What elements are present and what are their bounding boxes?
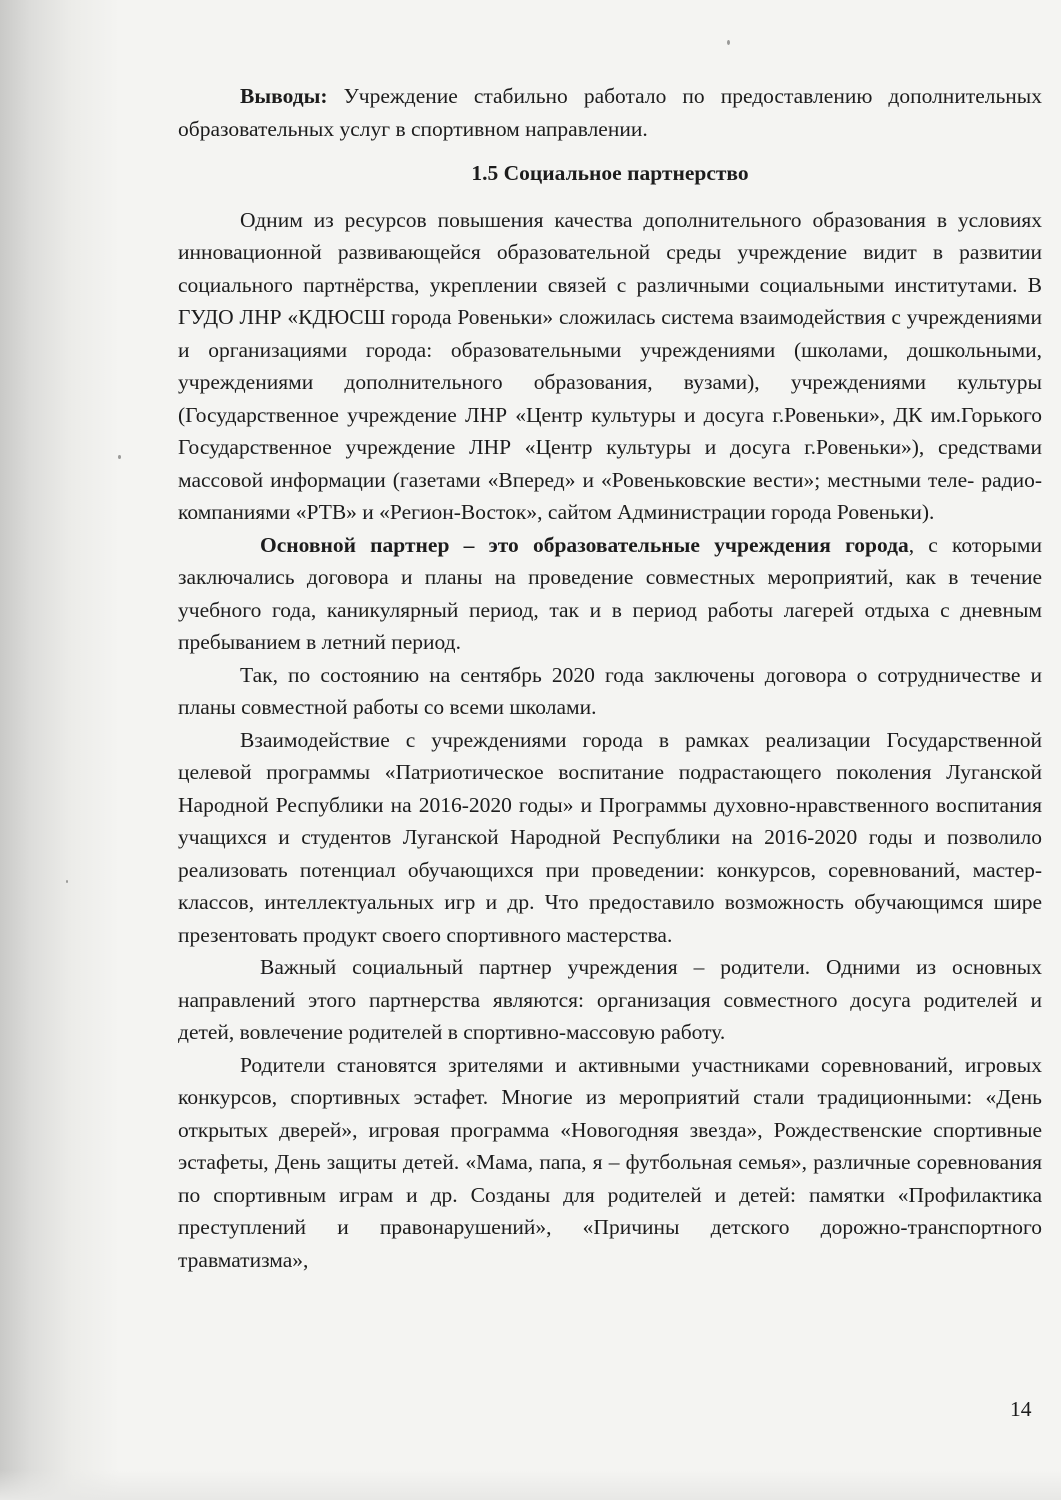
scan-bottom-edge — [0, 1470, 1061, 1500]
paragraph-contracts: Так, по состоянию на сентябрь 2020 года заключены договора о сотрудничестве и планы совместной работы со всеми школами. — [178, 662, 1042, 719]
conclusion-text: Учреждение стабильно работало по предоставлению дополнительных образовательных услуг в спортивном направлении. — [178, 84, 1042, 141]
conclusion-paragraph — [178, 80, 1042, 145]
paragraph-parents-partner: Важный социальный партнер учреждения – родители. Одними из основных направлений этого партнерства являются: организация совместного досуга родителей и детей, вовлечение родителей в спортивно-массовую работу. — [178, 955, 1042, 1044]
main-partner-bold-text: Основной партнер – это образовательные учреждения города — [260, 532, 909, 557]
paragraph-parents-activities: Родители становятся зрителями и активными участниками соревнований, игровых конкурсов, спортивных эстафет. Многие из мероприятий стали традиционными: «День открытых дверей», игровая программа «Новогодняя звезда», Рождественские спортивные эстафеты, День защиты детей. «Мама, папа, я – футбольная семья», различные соревнования по спортивным играм и др. Созданы для родителей и детей: памятки «Профилактика преступлений и правонарушений», «Причины детского дорожно-транспортного травматизма», — [178, 1052, 1042, 1272]
section-heading: 1.5 Социальное партнерство — [471, 161, 749, 185]
page-number: 14 — [1010, 1397, 1032, 1421]
scan-speck — [66, 880, 68, 883]
paragraph-social-partnership: Одним из ресурсов повышения качества дополнительного образования в условиях инновационной развивающейся образовательной среды учреждение видит в развитии социального партнёрства, укреплении связей с различными социальными институтами. В ГУДО ЛНР «КДЮСШ города Ровеньки» сложилась система взаимодействия с учреждениями и организациями города: образовательными учреждениями (школами, дошкольными, учреждениями дополнительного образования, вузами), учреждениями культуры (Государственное учреждение ЛНР «Центр культуры и досуга г.Ровеньки», ДК им.Горького Государственное учреждение ЛНР «Центр культуры и досуга г.Ровеньки»), средствами массовой информации (газетами «Вперед» и «Ровеньковские вести»; местными теле- радио- компаниями «РТВ» и «Регион-Восток», сайтом Администрации города Ровеньки). — [178, 207, 1042, 524]
scan-edge-shadow — [0, 0, 120, 1500]
scan-speck — [727, 40, 730, 45]
main-partner-text: , с которыми заключались договора и планы на проведение совместных мероприятий, как в течение учебного года, каникулярный период, так и в период работы лагерей отдыха с дневным пребыванием в летний период. — [178, 532, 1042, 654]
paragraph-main-partner — [178, 529, 1042, 659]
scan-speck — [118, 455, 121, 459]
conclusion-label: Выводы: — [240, 84, 328, 108]
document-page — [178, 80, 1042, 1276]
paragraph-interaction: Взаимодействие с учреждениями города в рамках реализации Государственной целевой программы «Патриотическое воспитание подрастающего поколения Луганской Народной Республики на 2016-2020 годы» и Программы духовно-нравственного воспитания учащихся и студентов Луганской Народной Республики на 2016-2020 годы и позволило реализовать потенциал обучающихся при проведении: конкурсов, соревнований, мастер-классов, интеллектуальных игр и др. Что предоставило возможность обучающимся шире презентовать продукт своего спортивного мастерства. — [178, 727, 1042, 947]
